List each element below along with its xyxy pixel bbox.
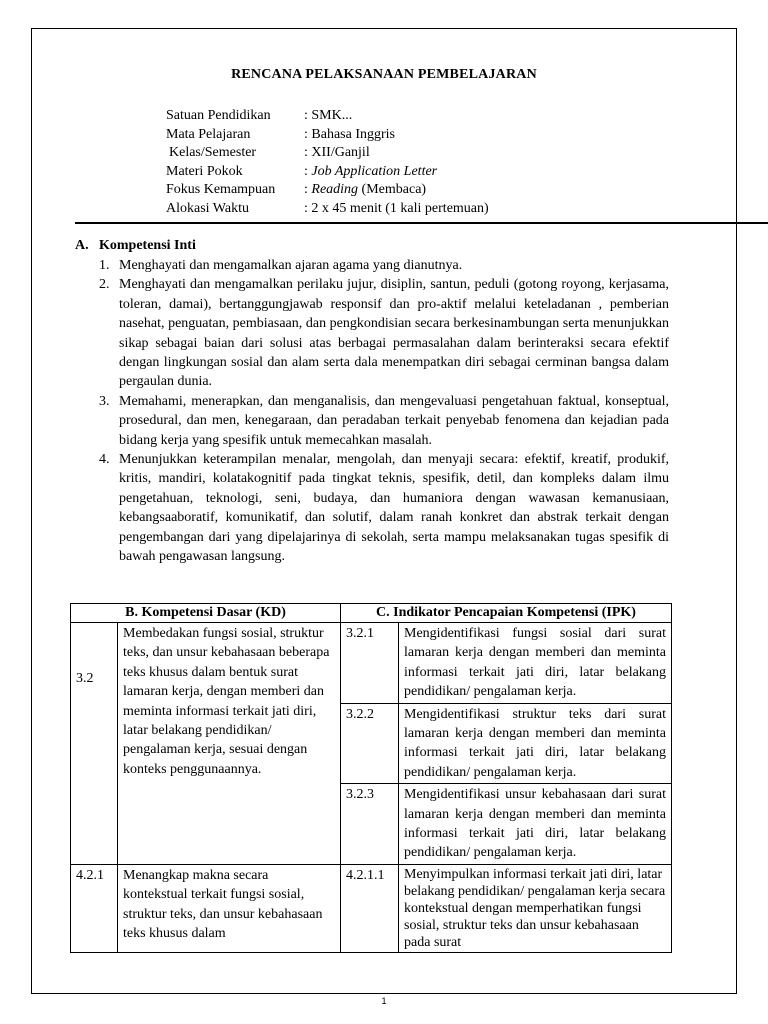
ki-list bbox=[75, 256, 669, 567]
identity-row-mapel bbox=[166, 126, 489, 145]
page-number: 1 bbox=[381, 996, 387, 1006]
kd-ipk-table bbox=[70, 603, 672, 953]
kd-code: 3.2 bbox=[71, 623, 118, 865]
identity-value: : XII/Ganjil bbox=[304, 145, 370, 161]
identity-value: : Bahasa Inggris bbox=[304, 126, 395, 142]
identity-row-fokus bbox=[166, 181, 489, 200]
identity-label: Mata Pelajaran bbox=[166, 126, 251, 142]
ipk-text: Menyimpulkan informasi terkait jati diri, latar belakang pendidikan/ pengalaman kerja secara kontekstual dengan memperhatikan fungsi sosial, struktur teks dan unsur kebahasaan pada surat bbox=[399, 864, 672, 952]
ipk-text: Mengidentifikasi struktur teks dari surat lamaran kerja dengan memberi dan meminta informasi terkait jati diri, latar belakang pendidikan/ pengalaman kerja. bbox=[399, 703, 672, 784]
identity-row-alokasi bbox=[166, 200, 489, 219]
identity-label: Fokus Kemampuan bbox=[166, 182, 276, 198]
identity-value: : Job Application Letter bbox=[304, 163, 438, 179]
table-header-row bbox=[71, 604, 672, 623]
ipk-code: 3.2.2 bbox=[341, 703, 399, 784]
document-title: RENCANA PELAKSANAAN PEMBELAJARAN bbox=[231, 67, 537, 82]
header-ipk: C. Indikator Pencapaian Kompetensi (IPK) bbox=[341, 604, 672, 623]
header-kd: B. Kompetensi Dasar (KD) bbox=[71, 604, 341, 623]
identity-row-satuan bbox=[166, 107, 489, 126]
identity-value: : 2 x 45 menit (1 kali pertemuan) bbox=[304, 200, 489, 216]
identity-label: Materi Pokok bbox=[166, 163, 243, 179]
list-item: 1. Menghayati dan mengamalkan ajaran agama yang dianutnya. bbox=[99, 258, 463, 273]
ipk-text: Mengidentifikasi fungsi sosial dari surat lamaran kerja dengan memberi dan meminta informasi terkait jati diri, latar belakang pendidikan/ pengalaman kerja. bbox=[399, 623, 672, 704]
list-item: 4. Menunjukkan keterampilan menalar, mengolah, dan menyaji secara: efektif, kreatif, produkif, kritis, mandiri, kolatakognitif pada tingkat teknis, spesifik, detil, dan kompleks dalam ilmu pengetahuan, teknologi, seni, budaya, dan humaniora dengan wawasan kemanusiaan, kebangsaaboratif, komunikatif, dan solutif, dalam ranah konkret dan abstrak terkait dengan pengembangan dari yang dipelajarinya di sekolah, serta mampu melaksanakan tugas spesifik di bawah pengawasan langsung. bbox=[99, 452, 669, 565]
kd-code: 4.2.1 bbox=[71, 864, 118, 952]
kd-text: Menangkap makna secara kontekstual terkait fungsi sosial, struktur teks, dan unsur kebahasaan teks khusus dalam bbox=[118, 864, 341, 952]
kd-text: Membedakan fungsi sosial, struktur teks, dan unsur kebahasaan beberapa teks khusus dalam bentuk surat lamaran kerja, dengan memberi dan meminta informasi terkait jati diri, latar belakang pendidikan/ pengalaman kerja, sesuai dengan konteks penggunaannya. bbox=[118, 623, 341, 865]
identity-value: : SMK... bbox=[304, 108, 353, 123]
identity-label: Satuan Pendidikan bbox=[166, 108, 271, 123]
ipk-code: 3.2.3 bbox=[341, 784, 399, 865]
table-row bbox=[71, 623, 672, 704]
identity-value: : Reading (Membaca) bbox=[304, 182, 427, 198]
header-divider bbox=[75, 222, 768, 224]
list-item: 2. Menghayati dan mengamalkan perilaku jujur, disiplin, santun, peduli (gotong royong, kerjasama, toleran, damai), bertanggungjawab responsif dan pro-aktif melalui keteladanan , pemberian nasehat, penguatan, pembiasaan, dan pengkondisian secara berkesinambungan serta menunjukkan sikap sebagai baian dari solusi atas berbagai permasalahan dalam berinteraksi secara efektif dengan lingkungan sosial dan alam serta dala menempatkan diri sebagai cerminan bangsa dalam pergaulan dunia. bbox=[99, 277, 669, 390]
ipk-code: 4.2.1.1 bbox=[341, 864, 399, 952]
section-heading: A. Kompetensi Inti bbox=[75, 238, 196, 253]
ipk-code: 3.2.1 bbox=[341, 623, 399, 704]
identity-label: Kelas/Semester bbox=[169, 145, 257, 161]
identity-block bbox=[166, 107, 489, 219]
section-kompetensi-inti bbox=[75, 236, 669, 567]
identity-label: Alokasi Waktu bbox=[166, 200, 249, 216]
identity-row-materi bbox=[166, 163, 489, 182]
ipk-text: Mengidentifikasi unsur kebahasaan dari surat lamaran kerja dengan memberi dan meminta informasi terkait jati diri, latar belakang pendidikan/ pengalaman kerja. bbox=[399, 784, 672, 865]
table-row bbox=[71, 864, 672, 952]
list-item: 3. Memahami, menerapkan, dan menganalisis, dan mengevaluasi pengetahuan faktual, konseptual, prosedural, dan men, kenegaraan, dan peradaban terkait penyebab fenomena dan kejadian pada bidang kerja yang spesifik untuk memecahkan masalah. bbox=[99, 393, 669, 448]
identity-row-kelas bbox=[166, 144, 489, 163]
